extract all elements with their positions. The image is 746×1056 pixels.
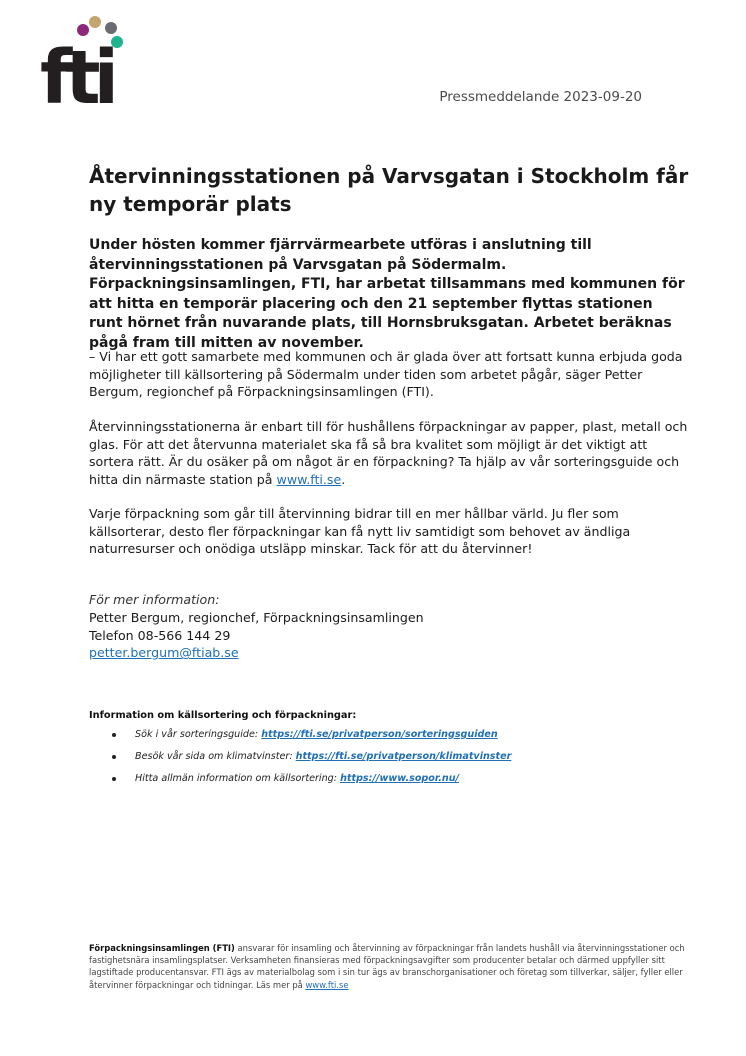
article-paragraph-closing: Varje förpackning som går till återvinning bidrar till en mer hållbar värld. Ju fler som källsorterar, desto fler förpackningar kan få nytt liv samtidigt som behovet av ändliga naturresurser och onödiga utsläpp minskar. Tack för att du återvinner! — [89, 506, 631, 557]
article-paragraph-quote: – Vi har ett gott samarbete med kommunen och är glada över att fortsatt kunna erbjuda goda möjligheter till källsortering på Södermalm under tiden som arbetet pågår, säger Petter Bergum, regionchef på Förpackningsinsamlingen (FTI). — [89, 349, 683, 400]
climate-page-link[interactable]: https://fti.se/privatperson/klimatvinster — [295, 751, 512, 762]
list-item-text: Sök i vår sorteringsguide: — [135, 729, 262, 740]
article-lead: Under hösten kommer fjärrvärmearbete utföras i anslutning till återvinningsstationen på Varvsgatan på Södermalm. Förpackningsinsamlingen, FTI, har arbetat tillsammans med kommunen för att hitta en temporär placering och den 21 september flyttas stationen runt hörnet från nuvarande plats, till Hornsbruksgatan. Arbetet beräknas pågå fram till mitten av november. — [89, 237, 685, 351]
press-release-date: Pressmeddelande 2023-09-20 — [439, 89, 642, 105]
logo-dot-green — [111, 36, 123, 48]
paragraph-end: . — [341, 471, 346, 487]
footer-org-name: Förpackningsinsamlingen (FTI) — [89, 943, 235, 953]
contact-name: Petter Bergum, regionchef, Förpackningsinsamlingen — [89, 609, 424, 625]
footer-text: ansvarar för insamling och återvinning av förpackningar från landets hushåll via återvinningsstationer och fastighetsnära insamlingsplatser. Verksamheten finansieras med förpackningsavgifter som producenter betalar och därmed uppfyller sitt lagstiftade producentansvar. FTI ägs av materialbolag som i sin tur ägs av branschorganisationer och företag som tillverkar, säljer, fyller eller återvinner förpackningar och tidningar. Läs mer på — [89, 943, 685, 990]
fti-website-link[interactable]: www.fti.se — [276, 471, 342, 487]
article-paragraph-recycling — [89, 418, 689, 488]
logo-wordmark: fti — [40, 35, 112, 106]
contact-phone: Telefon 08-566 144 29 — [89, 627, 231, 643]
list-item-text: Hitta allmän information om källsortering: — [135, 773, 341, 784]
contact-block — [89, 591, 689, 662]
bullet-icon — [112, 755, 116, 759]
info-heading: Information om källsortering och förpackningar: — [89, 710, 357, 721]
logo-dot-gold — [89, 16, 101, 28]
paragraph-text: Återvinningsstationerna är enbart till för hushållens förpackningar av papper, plast, metall och glas. För att det återvunna materialet ska få så bra kvalitet som möjligt är det viktigt att sortera rätt. Är du osäker på om något är en förpackning? Ta hjälp av vår sorteringsguide och hitta din närmaste station på — [89, 419, 688, 487]
list-item — [89, 751, 511, 773]
fti-logo — [40, 14, 130, 106]
bullet-icon — [112, 777, 116, 781]
sopor-link[interactable]: https://www.sopor.nu/ — [340, 773, 460, 784]
logo-dot-gray — [105, 22, 117, 34]
article-title: Återvinningsstationen på Varvsgatan i Stockholm får ny temporär plats — [89, 164, 689, 216]
info-list — [89, 729, 511, 795]
contact-email-link[interactable]: petter.bergum@ftiab.se — [89, 645, 239, 661]
list-item — [89, 773, 511, 795]
contact-heading: För mer information: — [89, 592, 220, 607]
sorting-guide-link[interactable]: https://fti.se/privatperson/sorteringsguiden — [261, 729, 498, 740]
bullet-icon — [112, 733, 116, 737]
footer-website-link[interactable]: www.fti.se — [305, 979, 349, 990]
footer-about — [89, 942, 689, 991]
list-item-text: Besök vår sida om klimatvinster: — [135, 751, 296, 762]
list-item — [89, 729, 511, 751]
